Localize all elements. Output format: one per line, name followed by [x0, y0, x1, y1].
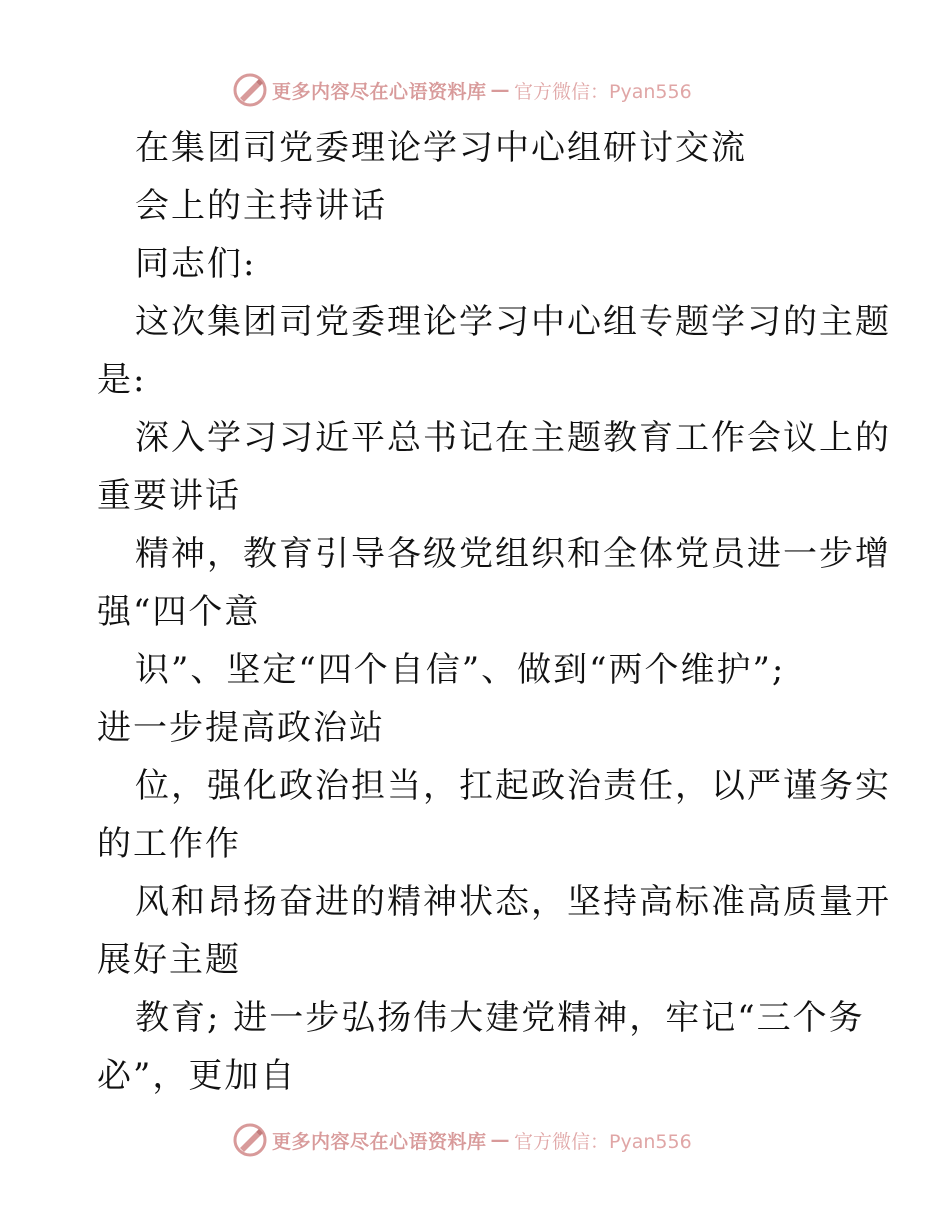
document-line: 同志们:: [135, 244, 257, 284]
document-line: 位，强化政治担当，扛起政治责任，以严谨务实: [135, 766, 891, 806]
document-line: 重要讲话: [97, 476, 241, 516]
document-line: 风和昂扬奋进的精神状态，坚持高标准高质量开: [135, 882, 891, 922]
watermark-separator: —: [490, 1129, 511, 1151]
document-line: 深入学习习近平总书记在主题教育工作会议上的: [135, 418, 891, 458]
document-line: 的工作作: [97, 824, 241, 864]
document-line: 教育; 进一步弘扬伟大建党精神，牢记“三个务: [135, 998, 865, 1038]
document-line: 必”，更加自: [97, 1056, 297, 1096]
pen-logo-icon: [232, 72, 268, 108]
watermark-wechat-text: 官方微信：Pyan556: [514, 1130, 692, 1153]
pen-logo-icon: [232, 1122, 268, 1158]
document-line: 强“四个意: [97, 592, 261, 632]
document-line: 会上的主持讲话: [135, 186, 387, 226]
document-line: 在集团司党委理论学习中心组研讨交流: [135, 128, 747, 168]
watermark-site-text: 更多内容尽在心语资料库: [272, 80, 487, 103]
document-line: 进一步提高政治站: [97, 708, 385, 748]
document-line: 精神，教育引导各级党组织和全体党员进一步增: [135, 534, 891, 574]
document-body: [97, 119, 891, 1105]
header-watermark: [232, 70, 692, 110]
watermark-separator: —: [490, 79, 511, 101]
watermark-wechat-text: 官方微信：Pyan556: [514, 80, 692, 103]
document-line: 展好主题: [97, 940, 241, 980]
watermark-site-text: 更多内容尽在心语资料库: [272, 1130, 487, 1153]
document-line: 是:: [97, 360, 147, 400]
document-line: 这次集团司党委理论学习中心组专题学习的主题: [135, 302, 891, 342]
document-line: 识”、坚定“四个自信”、做到“两个维护”;: [135, 650, 786, 690]
footer-watermark: [232, 1120, 692, 1160]
